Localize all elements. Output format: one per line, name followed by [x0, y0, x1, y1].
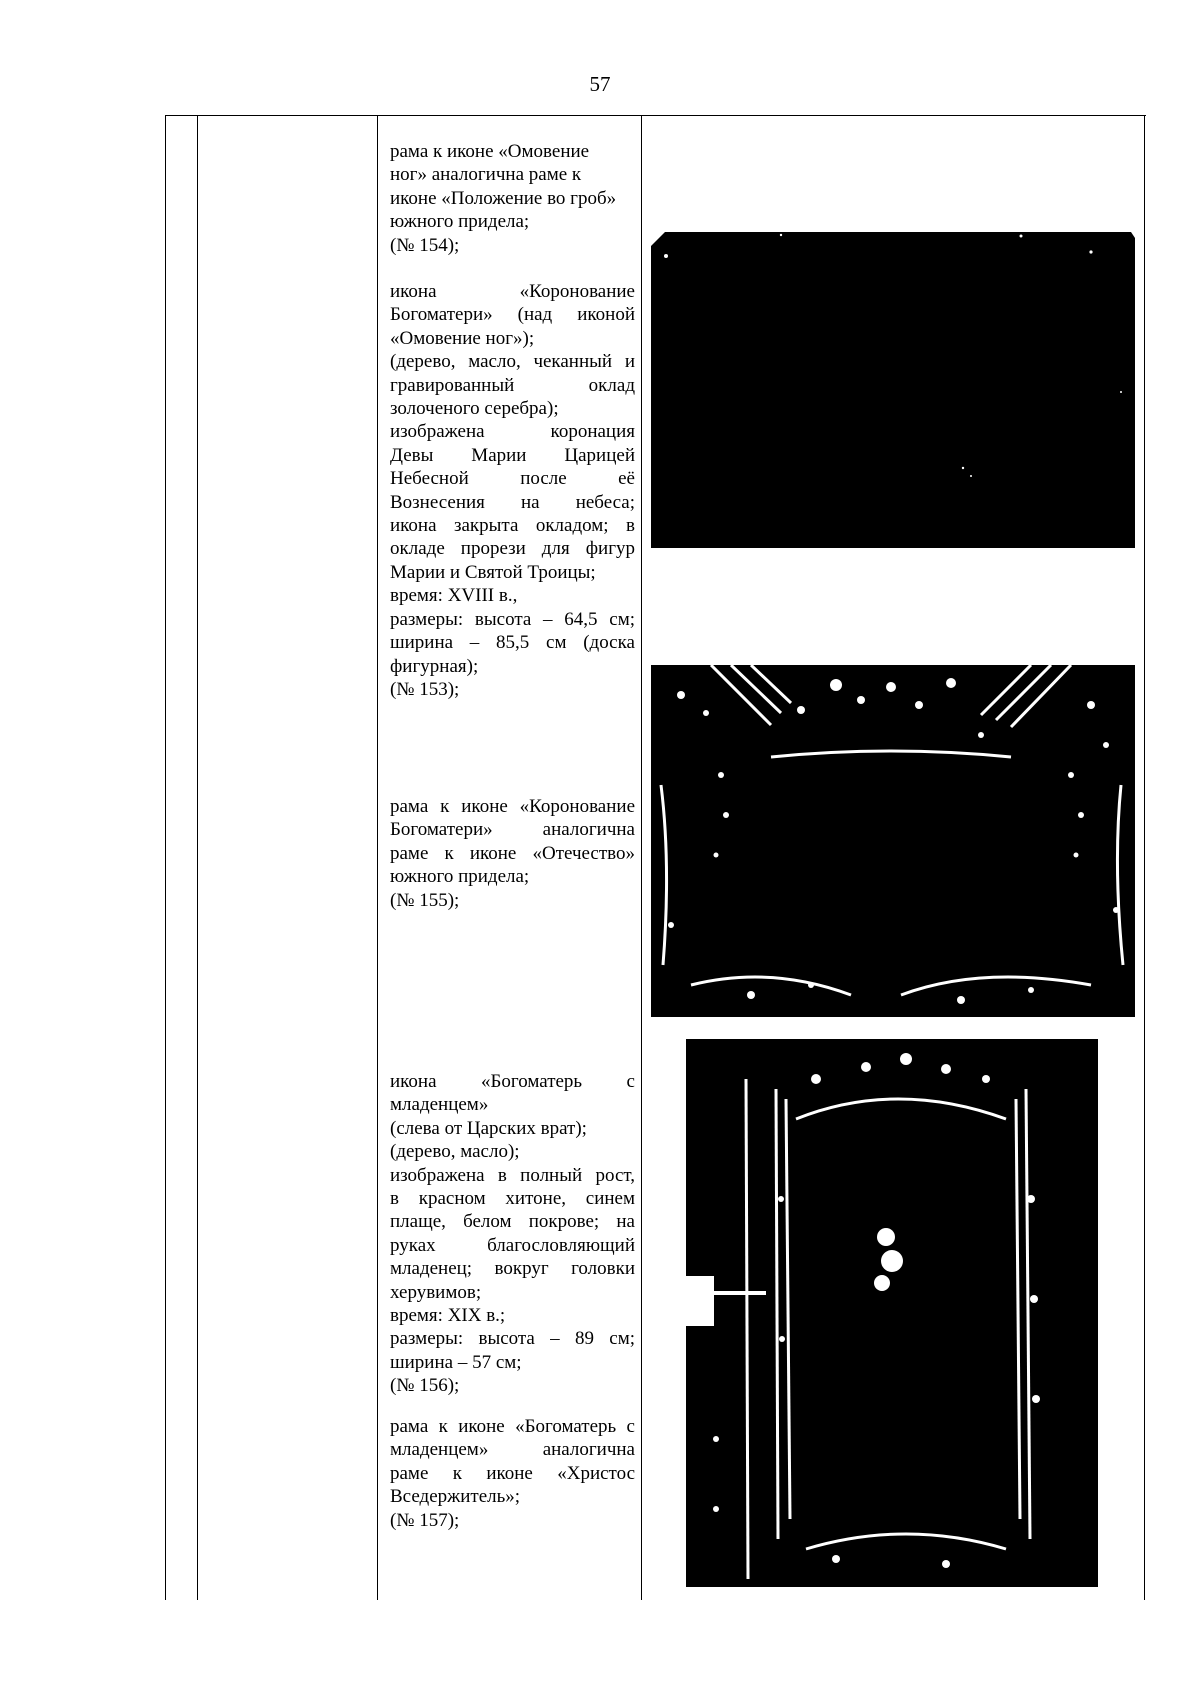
entry-line: икона «Богоматерь с: [390, 1071, 635, 1092]
entry-line: размеры: высота – 89 см;: [390, 1328, 635, 1350]
entry-line: рама к иконе «Омовение: [390, 141, 590, 162]
entry-line: Марии и Святой Троицы;: [390, 561, 596, 583]
entry-line: изображена в полный рост,: [390, 1164, 635, 1186]
entry-line: (№ 157);: [390, 1509, 460, 1531]
entry-line: херувимов;: [390, 1281, 482, 1303]
entry-line: младенцем»: [390, 1094, 489, 1116]
page-number: 57: [589, 72, 611, 96]
entry-line: (№ 153);: [390, 678, 460, 700]
entry-line: (дерево, масло);: [390, 1141, 520, 1163]
entry-frame-154: [390, 140, 635, 257]
column-border-3: [377, 115, 378, 1600]
entry-line: золоченого серебра);: [390, 398, 559, 420]
entry-line: (№ 155);: [390, 889, 460, 911]
entry-line: ног» аналогична раме к: [390, 164, 582, 186]
entry-line: (дерево, масло, чеканный и: [390, 351, 635, 373]
entry-icon-153: [390, 280, 635, 701]
entry-line: Богоматери» (над иконой: [390, 304, 635, 326]
entry-line: младенцем» аналогична: [390, 1439, 635, 1461]
entry-line: икона «Коронование: [390, 281, 635, 302]
entry-line: рама к иконе «Богоматерь с: [390, 1416, 635, 1437]
entry-line: (№ 156);: [390, 1375, 460, 1397]
entry-line: Девы Марии Царицей: [390, 444, 635, 466]
entry-line: Вознесения на небеса;: [390, 491, 635, 513]
entry-line: южного придела;: [390, 866, 530, 888]
entry-line: раме к иконе «Отечество»: [390, 842, 635, 864]
entry-line: ширина – 85,5 см (доска: [390, 632, 635, 654]
entry-line: (слева от Царских врат);: [390, 1117, 587, 1139]
entry-line: руках благословляющий: [390, 1234, 635, 1256]
entry-line: раме к иконе «Христос: [390, 1462, 635, 1484]
entry-line: Небесной после её: [390, 468, 635, 490]
entry-line: изображена коронация: [390, 421, 635, 443]
table-top-border: [165, 115, 1146, 116]
entry-frame-155: [390, 795, 635, 912]
entry-line: время: XVIII в.,: [390, 585, 518, 607]
icon-photo-madonna: [686, 1039, 1098, 1587]
entry-line: (№ 154);: [390, 234, 460, 256]
entry-line: время: XIX в.;: [390, 1305, 506, 1327]
entry-line: иконе «Положение во гроб»: [390, 187, 617, 209]
entry-icon-156: [390, 1070, 635, 1398]
entry-line: младенец; вокруг головки: [390, 1258, 635, 1280]
entry-line: размеры: высота – 64,5 см;: [390, 608, 635, 630]
entry-line: фигурная);: [390, 655, 479, 677]
column-border-2: [197, 115, 198, 1600]
entry-line: окладе прорези для фигур: [390, 538, 635, 560]
entry-line: рама к иконе «Коронование: [390, 796, 635, 817]
column-border-1: [165, 115, 166, 1600]
entry-line: гравированный оклад: [390, 374, 635, 396]
entry-line: плаще, белом покрове; на: [390, 1211, 635, 1233]
entry-line: Богоматери» аналогична: [390, 819, 635, 841]
frame-photo-coronation: [651, 665, 1135, 1017]
entry-line: «Омовение ног»);: [390, 327, 535, 349]
column-border-5: [1144, 115, 1145, 1600]
entry-line: ширина – 57 см;: [390, 1351, 522, 1373]
entry-frame-157: [390, 1415, 635, 1532]
entry-line: южного придела;: [390, 211, 530, 233]
column-border-4: [641, 115, 642, 1600]
entry-line: в красном хитоне, синем: [390, 1188, 635, 1210]
icon-photo-coronation: [651, 232, 1135, 548]
entry-line: Вседержитель»;: [390, 1486, 521, 1508]
entry-line: икона закрыта окладом; в: [390, 515, 635, 537]
